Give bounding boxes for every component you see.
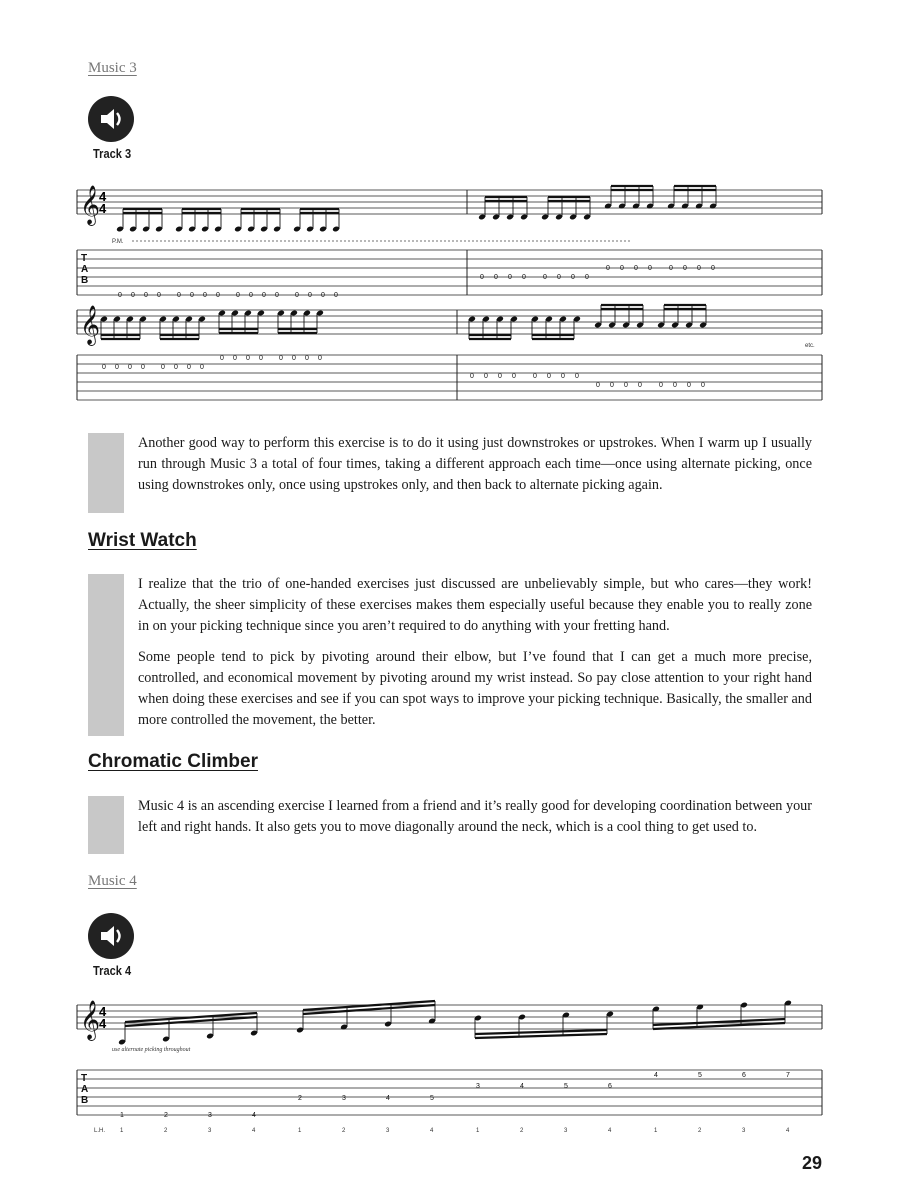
tab-fret-number: 0 [128, 364, 132, 371]
paragraph-3: Some people tend to pick by pivoting around their elbow, but I’ve found that I can get a much more precise, controlled, and economical movement by pivoting around my wrist instead. So pay close attention to your right hand when doing these exercises and see if you can spot ways to improve your picking technique. Basically, the smaller and more controlled the movement, the better. [138, 649, 812, 728]
tab-fret-number: 0 [697, 265, 701, 272]
tab-fret-number: 0 [634, 265, 638, 272]
tab-fret-number: 3 [476, 1083, 480, 1090]
tab-fret-number: 0 [203, 292, 207, 299]
tab-fret-number: 0 [157, 292, 161, 299]
tab-fret-number: 0 [624, 382, 628, 389]
left-hand-label: L.H. [94, 1128, 106, 1134]
finger-number: 3 [564, 1128, 568, 1134]
tab-fret-number: 0 [575, 373, 579, 380]
tab-fret-number: 0 [292, 355, 296, 362]
speaker-icon [96, 921, 126, 951]
tab-clef-letter: A [81, 1084, 89, 1095]
tab-fret-number: 5 [430, 1095, 434, 1102]
music-3-notation [72, 180, 832, 410]
tab-fret-number: 0 [262, 292, 266, 299]
tab-fret-number: 0 [701, 382, 705, 389]
finger-number: 2 [342, 1128, 346, 1134]
etc-label: etc. [805, 343, 815, 349]
tab-clef-letter: B [81, 1095, 89, 1106]
treble-clef: 𝄞 [80, 305, 101, 345]
tab-fret-number: 0 [216, 292, 220, 299]
treble-clef: 𝄞 [80, 185, 101, 225]
paragraph-4: Music 4 is an ascending exercise I learned from a friend and it’s really good for developing coordination between your left and right hands. It also gets you to move diagonally around the neck, which is a cool thing to get used to. [138, 798, 812, 835]
tab-fret-number: 0 [512, 373, 516, 380]
tab-fret-number: 2 [298, 1095, 302, 1102]
tab-fret-number: 0 [144, 292, 148, 299]
tab-fret-number: 0 [547, 373, 551, 380]
tab-fret-number: 3 [342, 1095, 346, 1102]
heading-chromatic-climber: Chromatic Climber [88, 751, 258, 772]
sidebar-bar [88, 574, 124, 736]
finger-number: 4 [608, 1128, 612, 1134]
tab-fret-number: 0 [220, 355, 224, 362]
tab-fret-number: 3 [208, 1112, 212, 1119]
tab-fret-number: 0 [305, 355, 309, 362]
tab-fret-number: 0 [484, 373, 488, 380]
tab-fret-number: 0 [494, 274, 498, 281]
paragraph-block-2 [88, 574, 812, 731]
tab-clef-letter: A [81, 264, 89, 275]
tab-fret-number: 0 [190, 292, 194, 299]
tab-fret-number: 0 [711, 265, 715, 272]
tab-fret-number: 5 [564, 1083, 568, 1090]
tab-fret-number: 0 [522, 274, 526, 281]
finger-number: 3 [742, 1128, 746, 1134]
tab-fret-number: 0 [571, 274, 575, 281]
tab-fret-number: 0 [161, 364, 165, 371]
tab-fret-number: 0 [275, 292, 279, 299]
tab-fret-number: 0 [318, 355, 322, 362]
beam [475, 1030, 607, 1034]
finger-number: 1 [476, 1128, 480, 1134]
tab-fret-number: 0 [508, 274, 512, 281]
tab-fret-number: 0 [620, 265, 624, 272]
tab-fret-number: 0 [557, 274, 561, 281]
music-3-staff-and-tab [72, 180, 832, 410]
tab-fret-number: 0 [200, 364, 204, 371]
tab-fret-number: 0 [498, 373, 502, 380]
tab-fret-number: 0 [610, 382, 614, 389]
tab-fret-number: 0 [334, 292, 338, 299]
tab-fret-number: 0 [236, 292, 240, 299]
tab-fret-number: 6 [742, 1072, 746, 1079]
tab-fret-number: 0 [141, 364, 145, 371]
tab-fret-number: 4 [252, 1112, 256, 1119]
tab-fret-number: 0 [470, 373, 474, 380]
music-4-notation [72, 995, 832, 1134]
paragraph-1: Another good way to perform this exercise is to do it using just downstrokes or upstrokes. When I warm up I usually run through Music 3 a total of four times, taking a different approach each time—once using alternate picking, once using downstrokes only, once using upstrokes only, and then back to alternate picking again. [138, 435, 812, 493]
paragraph-2: I realize that the trio of one-handed exercises just discussed are unbelievably simple, but who cares—they work! Actually, the sheer simplicity of these exercises makes them especially useful because they enable you to really zone in on your picking technique since you aren’t required to do anything with your fretting hand. [138, 576, 812, 634]
tab-fret-number: 0 [295, 292, 299, 299]
tab-fret-number: 0 [638, 382, 642, 389]
tab-fret-number: 0 [543, 274, 547, 281]
time-signature-bottom: 4 [99, 201, 107, 216]
tab-fret-number: 0 [246, 355, 250, 362]
music-4-staff-and-tab [72, 995, 832, 1134]
tab-fret-number: 4 [654, 1072, 658, 1079]
tab-fret-number: 0 [683, 265, 687, 272]
tab-fret-number: 0 [259, 355, 263, 362]
sidebar-bar [88, 796, 124, 854]
time-signature-bottom: 4 [99, 1016, 107, 1031]
paragraph-block-4 [88, 796, 812, 838]
time-signature-top: 4 [99, 1004, 107, 1019]
music-3-label: Music 3 [88, 60, 137, 76]
tab-fret-number: 0 [561, 373, 565, 380]
tab-fret-number: 2 [164, 1112, 168, 1119]
tab-fret-number: 1 [120, 1112, 124, 1119]
tab-fret-number: 0 [585, 274, 589, 281]
tab-fret-number: 0 [648, 265, 652, 272]
tab-fret-number: 0 [118, 292, 122, 299]
track-3-label: Track 3 [93, 146, 132, 161]
tab-fret-number: 0 [115, 364, 119, 371]
sidebar-bar [88, 433, 124, 513]
finger-number: 1 [654, 1128, 658, 1134]
finger-number: 1 [298, 1128, 302, 1134]
tab-fret-number: 0 [279, 355, 283, 362]
tab-fret-number: 5 [698, 1072, 702, 1079]
tab-fret-number: 0 [606, 265, 610, 272]
tab-fret-number: 0 [673, 382, 677, 389]
tab-fret-number: 0 [131, 292, 135, 299]
tab-fret-number: 0 [233, 355, 237, 362]
audio-track-3-button[interactable] [88, 96, 134, 142]
tab-fret-number: 4 [386, 1095, 390, 1102]
beam [475, 1034, 607, 1038]
finger-number: 4 [252, 1128, 256, 1134]
tab-fret-number: 0 [249, 292, 253, 299]
heading-wrist-watch: Wrist Watch [88, 530, 197, 551]
tab-fret-number: 0 [102, 364, 106, 371]
picking-instruction: use alternate picking throughout [112, 1047, 191, 1053]
treble-clef: 𝄞 [80, 1000, 101, 1040]
paragraph-block-1 [88, 433, 812, 496]
tab-fret-number: 0 [533, 373, 537, 380]
tab-fret-number: 0 [687, 382, 691, 389]
finger-number: 2 [520, 1128, 524, 1134]
tab-fret-number: 0 [669, 265, 673, 272]
finger-number: 2 [698, 1128, 702, 1134]
music-4-label: Music 4 [88, 873, 137, 889]
track-4-label: Track 4 [93, 963, 132, 978]
finger-number: 2 [164, 1128, 168, 1134]
tab-fret-number: 6 [608, 1083, 612, 1090]
tab-clef-letter: T [81, 1073, 88, 1084]
tab-fret-number: 0 [480, 274, 484, 281]
finger-number: 3 [208, 1128, 212, 1134]
tab-fret-number: 0 [321, 292, 325, 299]
palm-mute-label: P.M. [112, 239, 124, 245]
time-signature-top: 4 [99, 189, 107, 204]
tab-fret-number: 7 [786, 1072, 790, 1079]
finger-number: 4 [786, 1128, 790, 1134]
finger-number: 4 [430, 1128, 434, 1134]
tab-clef-letter: T [81, 253, 88, 264]
page-number: 29 [801, 1153, 822, 1173]
tab-fret-number: 0 [174, 364, 178, 371]
finger-number: 1 [120, 1128, 124, 1134]
tab-clef-letter: B [81, 275, 89, 286]
tab-fret-number: 0 [187, 364, 191, 371]
tab-fret-number: 0 [177, 292, 181, 299]
tab-fret-number: 0 [659, 382, 663, 389]
finger-number: 3 [386, 1128, 390, 1134]
tab-fret-number: 0 [596, 382, 600, 389]
audio-track-4-button[interactable] [88, 913, 134, 959]
tab-fret-number: 4 [520, 1083, 524, 1090]
speaker-icon [96, 104, 126, 134]
tab-fret-number: 0 [308, 292, 312, 299]
